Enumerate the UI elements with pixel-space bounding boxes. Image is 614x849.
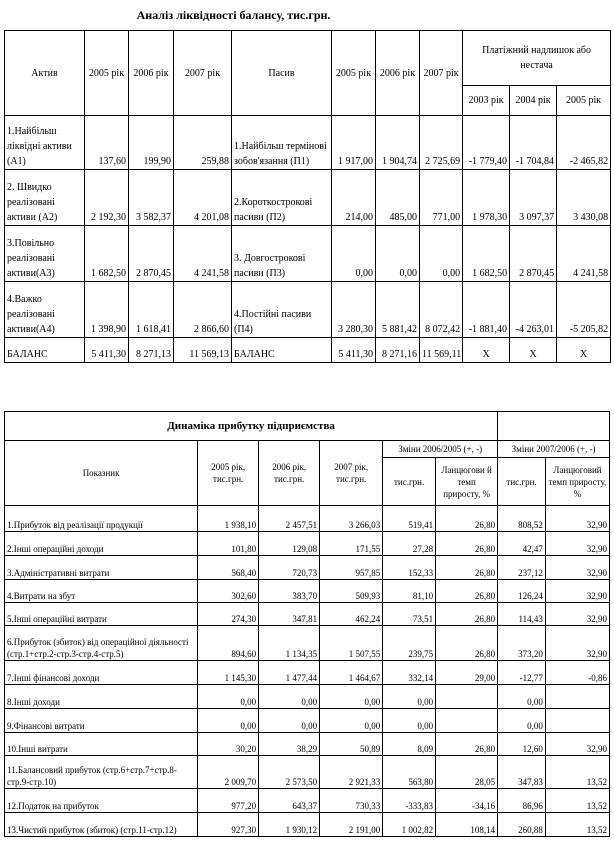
cell-aktyv: 3.Повільно реалізовані активи(А3) [5, 226, 85, 282]
header-rate2: Ланцюговий темп приросту, % [545, 458, 609, 506]
cell-r2: 32,90 [545, 556, 609, 580]
cell-aktyv: БАЛАНС [5, 338, 85, 363]
profit-row [5, 580, 610, 603]
cell-d1: 81,10 [383, 580, 436, 603]
cell-r1: 28,05 [436, 756, 498, 789]
cell-pasyv: 2.Короткострокові пасиви (П2) [232, 170, 332, 226]
cell-a2005: 1 398,90 [85, 282, 129, 338]
cell-d2: 114,43 [498, 603, 546, 626]
cell-r1: -34,16 [436, 789, 498, 813]
cell-v2005: 568,40 [198, 556, 259, 580]
profit-row [5, 813, 610, 837]
cell-name: 11.Балансовий прибуток (стр.6+стр.7+стр.8-стр.9-стр.10) [5, 756, 198, 789]
cell-name: 1.Прибуток від реалізації продукції [5, 506, 198, 532]
cell-r1: 26,80 [436, 626, 498, 661]
header-a2005: 2005 рік [85, 31, 129, 116]
cell-v2007: 1 507,55 [320, 626, 383, 661]
cell-r1: 26,80 [436, 580, 498, 603]
cell-r2 [545, 709, 609, 733]
cell-s2: 3 097,37 [510, 170, 557, 226]
cell-d2: 373,20 [498, 626, 546, 661]
cell-d2: 347,83 [498, 756, 546, 789]
profit-row [5, 532, 610, 556]
cell-pasyv: 1.Найбільш термінові зобов'язання (П1) [232, 116, 332, 170]
cell-r2: -0,86 [545, 661, 609, 685]
liquidity-row [5, 282, 611, 338]
cell-d1: 152,33 [383, 556, 436, 580]
liquidity-table [4, 0, 611, 363]
cell-d2: -12,77 [498, 661, 546, 685]
cell-v2005: 977,20 [198, 789, 259, 813]
cell-v2006: 0,00 [259, 685, 320, 709]
cell-v2007: 2 191,00 [320, 813, 383, 837]
cell-p2007: 11 569,11 [420, 338, 463, 363]
cell-v2005: 927,30 [198, 813, 259, 837]
cell-p2006: 1 904,74 [376, 116, 420, 170]
cell-s2: -4 263,01 [510, 282, 557, 338]
cell-s1: -1 881,40 [463, 282, 510, 338]
header-s2004: 2004 рік [510, 86, 557, 116]
cell-v2007: 1 464,67 [320, 661, 383, 685]
cell-r2: 32,90 [545, 603, 609, 626]
header-p2005: 2005 рік [332, 31, 376, 116]
cell-r2: 32,90 [545, 580, 609, 603]
cell-name: 13.Чистий прибуток (збиток) (стр.11-стр.12) [5, 813, 198, 837]
cell-s1: 1 682,50 [463, 226, 510, 282]
cell-a2005: 5 411,30 [85, 338, 129, 363]
cell-r2: 13,52 [545, 789, 609, 813]
header-v2007: 2007 рік, тис.грн. [320, 441, 383, 506]
header-rate1: Ланцюгови й темп приросту, % [436, 458, 498, 506]
cell-r1: 26,80 [436, 733, 498, 756]
cell-p2007: 2 725,69 [420, 116, 463, 170]
cell-v2006: 1 477,44 [259, 661, 320, 685]
cell-v2006: 1 134,35 [259, 626, 320, 661]
cell-d1: 0,00 [383, 685, 436, 709]
cell-p2005: 3 280,30 [332, 282, 376, 338]
cell-r2: 32,90 [545, 626, 609, 661]
header-change2: Зміни 2007/2006 (+, -) [498, 441, 610, 458]
profit-table-title: Динаміка прибутку підприємства [5, 412, 498, 441]
header-pasyv: Пасив [232, 31, 332, 116]
header-v2005: 2005 рік, тис.грн. [198, 441, 259, 506]
header-p2007: 2007 рік [420, 31, 463, 116]
profit-row [5, 685, 610, 709]
cell-s1: 1 978,30 [463, 170, 510, 226]
cell-v2005: 274,30 [198, 603, 259, 626]
cell-v2007: 509,93 [320, 580, 383, 603]
cell-aktyv: 2. Швидко реалізовані активи (А2) [5, 170, 85, 226]
header-tys1: тис.грн. [383, 458, 436, 506]
liquidity-row [5, 226, 611, 282]
cell-d2: 12,60 [498, 733, 546, 756]
cell-name: 9.Фінансові витрати [5, 709, 198, 733]
cell-v2007: 0,00 [320, 685, 383, 709]
profit-row [5, 506, 610, 532]
cell-name: 2.Інші операційні доходи [5, 532, 198, 556]
cell-r2: 13,52 [545, 756, 609, 789]
cell-v2007: 3 266,03 [320, 506, 383, 532]
cell-v2006: 720,73 [259, 556, 320, 580]
cell-d2: 0,00 [498, 685, 546, 709]
cell-r2: 32,90 [545, 733, 609, 756]
profit-row [5, 789, 610, 813]
cell-p2006: 8 271,16 [376, 338, 420, 363]
cell-v2006: 383,70 [259, 580, 320, 603]
cell-d1: 0,00 [383, 709, 436, 733]
cell-p2005: 214,00 [332, 170, 376, 226]
cell-a2006: 1 618,41 [129, 282, 174, 338]
cell-v2005: 1 145,30 [198, 661, 259, 685]
cell-d2: 808,52 [498, 506, 546, 532]
cell-p2005: 1 917,00 [332, 116, 376, 170]
cell-a2005: 137,60 [85, 116, 129, 170]
cell-d1: 563,80 [383, 756, 436, 789]
cell-d1: 73,51 [383, 603, 436, 626]
liquidity-row [5, 116, 611, 170]
cell-p2006: 0,00 [376, 226, 420, 282]
header-aktyv: Актив [5, 31, 85, 116]
cell-r2 [545, 685, 609, 709]
cell-v2007: 50,89 [320, 733, 383, 756]
cell-v2005: 2 009,70 [198, 756, 259, 789]
cell-d1: 239,75 [383, 626, 436, 661]
cell-a2006: 2 870,45 [129, 226, 174, 282]
cell-v2006: 1 930,12 [259, 813, 320, 837]
cell-name: 3.Адміністративні витрати [5, 556, 198, 580]
cell-d1: -333,83 [383, 789, 436, 813]
cell-name: 4.Витрати на збут [5, 580, 198, 603]
cell-a2006: 3 582,37 [129, 170, 174, 226]
header-s2003: 2003 рік [463, 86, 510, 116]
cell-v2005: 0,00 [198, 685, 259, 709]
cell-s2: Х [510, 338, 557, 363]
cell-d2: 86,96 [498, 789, 546, 813]
cell-r1 [436, 685, 498, 709]
profit-row [5, 603, 610, 626]
cell-v2007: 0,00 [320, 709, 383, 733]
cell-r1: 29,00 [436, 661, 498, 685]
cell-a2007: 4 201,08 [174, 170, 232, 226]
cell-v2006: 2 457,51 [259, 506, 320, 532]
cell-v2006: 0,00 [259, 709, 320, 733]
header-tys2: тис.грн. [498, 458, 546, 506]
header-a2007: 2007 рік [174, 31, 232, 116]
cell-d2: 42,47 [498, 532, 546, 556]
cell-name: 10.Інші витрати [5, 733, 198, 756]
cell-r1: 26,80 [436, 603, 498, 626]
cell-d1: 27,28 [383, 532, 436, 556]
cell-r1: 26,80 [436, 532, 498, 556]
profit-row [5, 661, 610, 685]
cell-v2006: 347,81 [259, 603, 320, 626]
cell-s3: 3 430,08 [557, 170, 611, 226]
cell-v2007: 730,33 [320, 789, 383, 813]
cell-s2: -1 704,84 [510, 116, 557, 170]
cell-s3: 4 241,58 [557, 226, 611, 282]
cell-v2005: 894,60 [198, 626, 259, 661]
cell-v2007: 462,24 [320, 603, 383, 626]
cell-v2005: 0,00 [198, 709, 259, 733]
cell-aktyv: 1.Найбільш ліквідні активи (А1) [5, 116, 85, 170]
cell-v2005: 30,20 [198, 733, 259, 756]
profit-row [5, 709, 610, 733]
cell-v2005: 1 938,10 [198, 506, 259, 532]
cell-r2: 32,90 [545, 506, 609, 532]
cell-r1: 26,80 [436, 556, 498, 580]
cell-a2007: 259,88 [174, 116, 232, 170]
cell-d1: 332,14 [383, 661, 436, 685]
cell-name: 5.Інші операційні витрати [5, 603, 198, 626]
liquidity-row [5, 338, 611, 363]
profit-dynamics-table [4, 411, 610, 837]
cell-name: 7.Інші фінансові доходи [5, 661, 198, 685]
cell-d2: 260,88 [498, 813, 546, 837]
liquidity-table-title: Аналіз ліквідності балансу, тис.грн. [5, 0, 463, 31]
cell-p2007: 8 072,42 [420, 282, 463, 338]
cell-d2: 126,24 [498, 580, 546, 603]
cell-r2: 32,90 [545, 532, 609, 556]
cell-v2006: 2 573,50 [259, 756, 320, 789]
cell-a2007: 2 866,60 [174, 282, 232, 338]
cell-p2005: 0,00 [332, 226, 376, 282]
cell-p2006: 485,00 [376, 170, 420, 226]
cell-name: 8.Інші доходи [5, 685, 198, 709]
cell-a2007: 11 569,13 [174, 338, 232, 363]
cell-p2007: 771,00 [420, 170, 463, 226]
cell-v2005: 101,80 [198, 532, 259, 556]
cell-name: 12.Податок на прибуток [5, 789, 198, 813]
cell-d2: 237,12 [498, 556, 546, 580]
cell-v2006: 38,29 [259, 733, 320, 756]
profit-row [5, 556, 610, 580]
cell-pasyv: 3. Довгострокові пасиви (П3) [232, 226, 332, 282]
cell-v2005: 302,60 [198, 580, 259, 603]
cell-s3: Х [557, 338, 611, 363]
cell-r1 [436, 709, 498, 733]
cell-pasyv: БАЛАНС [232, 338, 332, 363]
cell-a2006: 8 271,13 [129, 338, 174, 363]
profit-row [5, 733, 610, 756]
header-a2006: 2006 рік [129, 31, 174, 116]
liquidity-row [5, 170, 611, 226]
cell-d2: 0,00 [498, 709, 546, 733]
cell-d1: 1 002,82 [383, 813, 436, 837]
header-s2005: 2005 рік [557, 86, 611, 116]
cell-v2006: 643,37 [259, 789, 320, 813]
cell-a2006: 199,90 [129, 116, 174, 170]
cell-v2007: 957,85 [320, 556, 383, 580]
header-surplus: Платіжний надлишок або нестача [463, 31, 611, 86]
cell-d1: 519,41 [383, 506, 436, 532]
cell-a2005: 1 682,50 [85, 226, 129, 282]
cell-v2006: 129,08 [259, 532, 320, 556]
cell-aktyv: 4.Важко реалізовані активи(А4) [5, 282, 85, 338]
profit-row [5, 756, 610, 789]
header-change1: Зміни 2006/2005 (+, -) [383, 441, 498, 458]
cell-pasyv: 4.Постійні пасиви (П4) [232, 282, 332, 338]
cell-s3: -5 205,82 [557, 282, 611, 338]
cell-s3: -2 465,82 [557, 116, 611, 170]
cell-v2007: 2 921,33 [320, 756, 383, 789]
cell-s2: 2 870,45 [510, 226, 557, 282]
cell-p2007: 0,00 [420, 226, 463, 282]
cell-d1: 8,09 [383, 733, 436, 756]
profit-row [5, 626, 610, 661]
header-v2006: 2006 рік, тис.грн. [259, 441, 320, 506]
cell-v2007: 171,55 [320, 532, 383, 556]
header-indicator: Показник [5, 441, 198, 506]
cell-r1: 26,80 [436, 506, 498, 532]
cell-p2006: 5 881,42 [376, 282, 420, 338]
cell-a2005: 2 192,30 [85, 170, 129, 226]
cell-name: 6.Прибуток (збиток) від операційної діяльності (стр.1+стр.2-стр.3-стр.4-стр.5) [5, 626, 198, 661]
header-p2006: 2006 рік [376, 31, 420, 116]
cell-s1: -1 779,40 [463, 116, 510, 170]
cell-s1: Х [463, 338, 510, 363]
cell-a2007: 4 241,58 [174, 226, 232, 282]
cell-r1: 108,14 [436, 813, 498, 837]
cell-r2: 13,52 [545, 813, 609, 837]
cell-p2005: 5 411,30 [332, 338, 376, 363]
